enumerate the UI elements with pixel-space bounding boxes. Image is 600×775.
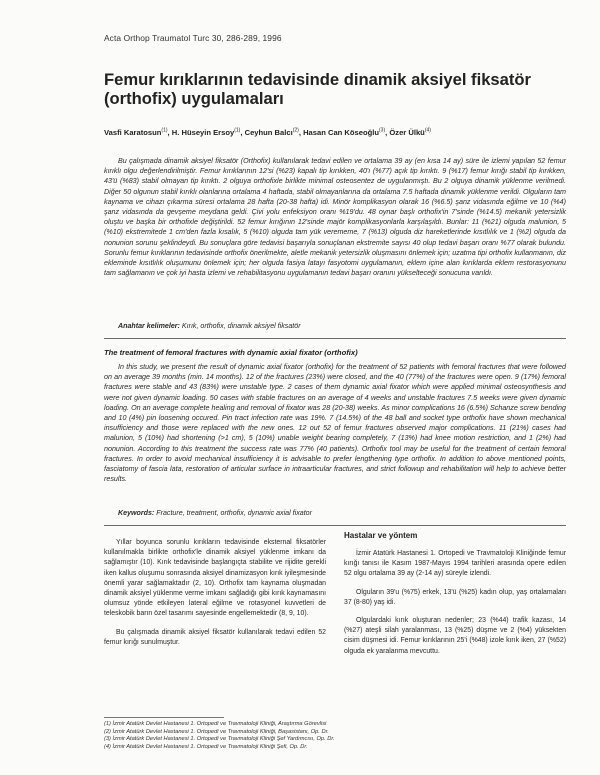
body-right-column [344,549,566,665]
author-list [104,127,564,137]
body-paragraph: Olgulardaki kırık oluşturan nedenler; 23 (%44) trafik kazası, 14 (%27) ateşli silah yaralanması, 13 (%25) düşme ve 2 (%4) yüksekten cisim düşmesi idi. Femur kırıklarının 25'i (%48) izole kırık iken, 27 (%52) olguda ek yaralanma mevcuttu. [344,617,566,655]
footnote-rule [104,717,224,718]
footnote: (3) İzmir Atatürk Devlet Hastanesi 1. Ortopedi ve Travmatoloji Kliniği Şef Yardımcısı, Op. Dr. [104,736,335,743]
body-left-column [104,538,326,656]
author: Özer Ülkü$^{(4)}$ [389,127,431,137]
footnote: (4) İzmir Atatürk Devlet Hastanesi 1. Ortopedi ve Travmatoloji Kliniği Şefi, Op. Dr. [104,743,308,750]
footnotes [104,721,564,751]
body-paragraph: Yıllar boyunca sorunlu kırıkların tedavisinde eksternal fiksatörler kullanılmakla birlikte orthofix'le dinamik aksiyel yüklenme imkanı da sağlamıştır (10). Kırık tedavisinde başlangıçta stabilite ve rijidite gerekli iken kallus oluşumu sonrasında aksiyel dinamizasyon kırık iyileşmesinde önemli yarar sağlamaktadır (2, 10). Orthofix tam kaynama oluşmadan dinamik aksiyel yüklenme verme imkanı sağladığı gibi kırık kaynamasını olumsuz yönde etkileyen lateral eğilme ve rotasyonel kuvvetleri de teleskobik barın özel tasarımı sayesinde engellemektedir (8, 9, 10). [104,539,326,618]
author: Ceyhun Balcı$^{(2)}$, [244,127,304,137]
paper-title: Femur kırıklarının tedavisinde dinamik aksiyel fiksatör (orthofix) uygulamaları [104,70,531,108]
author: H. Hüseyin Ersoy$^{(1)}$, [171,127,245,137]
author: Vasfi Karatosun$^{(1)}$, [104,127,172,137]
journal-header: Acta Orthop Traumatol Turc 30, 286-289, 1996 [104,33,282,43]
body-paragraph: Bu çalışmada dinamik aksiyel fiksatör kullanılarak tedavi edilen 52 femur kırığı sunulmuştur. [104,628,326,646]
keywords-english: Keywords: Fracture, treatment, orthofix, dynamic axial fixator [118,509,312,517]
body-paragraph: Olguların 39'u (%75) erkek, 13'ü (%25) kadın olup, yaş ortalamaları 37 (8-80) yaş idi. [344,588,566,606]
divider [104,338,566,339]
abstract-turkish: Bu çalışmada dinamik aksiyel fiksatör (Orthofix) kullanılarak tedavi edilen ve ortalama 39 ay (en kısa 14 ay) süre ile izlemi yapılan 52 femur kırıklı olgu değerlendirilmiştir. Femur kırıklarının 12'si (%23) kapalı tip kırıkken, 40'ı (%77) açık tip kırıktı. 9 (%17) femur kırığı stabil tip kırıkken, 43'ü (%83) stabil olmayan tip kırıktı. 2 olguya orthofixle birlikte minimal osteosentez de uygulanmıştı. Bu 2 olguya dinamik yüklenme verilmedi. Diğer 50 olgunun stabil kırıklı olanlarına ortalama 4 haftada, stabil olmayanlarına da ortalama 7.5 haftada dinamik yüklenme verildi. Olguların tam kaynama ve cihazı çıkarma süresi ortalama 28 hafta (20-38 hafta) idi. Minör komplikasyon olarak 16 (%6.5) şanz vidasında eğilme ve 10 (%4) şanz vidasında da gevşeme meydana geldi. Çivi yolu enfeksiyon oranı %19'du. 48 oynar başlı orthofix'in 7'sinde (%14.5) mekanik yetersizlik oluştu ve başka bir orthofixle değiştirildi. 52 femur kırığının 12'sinde majör komplikasyonlarla karşılaşıldı. Bunlar: 11 (%21) olguda malunion, 5 (%10) ekstremitede 1 cm'den fazla kısalık, 5 (%10) olguda tam yük verememe, 7 (%13) olguda diz hareketlerinde kısıtlılık ve 1 (%2) olguda da nonunion sorunu şeklindeydi. Bu sonuçlara göre tedavisi başarıyla sonuçlanan ekstremite sayısı 40 olup tedavi başarı oranı %77 olarak bulundu. Sorunlu femur kırıklarının tedavisinde orthofix önerilmekte, aletle mekanik yetersizlik oluşmasını önlemek için; uzatma tipi orthofix kullanmanın, diz ekleminde kısıtlılık oluşumunu önlemek için; her olguda fasiya latayı fasyotomi uygulamanın, eklem içine alan kırıklarda eklem restorasyonunu tam sağlamanın ve çok iyi hasta izlemi ve rehabilitasyonu uygulamanın tedavi başarı oranını yükselteceği sonucuna varıldı. [104,157,566,278]
keywords-turkish: Anahtar kelimeler: Kırık, orthofix, dinamik aksiyel fiksatör [118,322,301,330]
author: Hasan Can Köseoğlu$^{(3)}$, [303,127,390,137]
section-heading: Hastalar ve yöntem [344,531,418,540]
divider [104,525,566,526]
footnote: (2) İzmir Atatürk Devlet Hastanesi 1. Ortopedi ve Travmatoloji Kliniği, Başasistanı, Op. Dr. [104,728,329,735]
english-abstract-title: The treatment of femoral fractures with dynamic axial fixator (orthofix) [104,348,358,357]
abstract-english: In this study, we present the result of dynamic axial fixator (orthofix) for the treatment of 52 patients with femoral fractures that were followed on an average 39 months (min. 14 months). 12 of the fractures (23%) were closed, and the 40 (77%) of the fractures were open. 9 (17%) femoral fractures were stable and 43 (83%) were unstable type. 2 cases of them dynamic axial fixator which were applied minimal osteosynthesis and were not given dynamic loading. 50 cases with stable fractures on an average of 4 weeks and unstable fractures 7.5 weeks were given dynamic loading. On an average complete healing and removal of fixator was 28 (20-38) weeks. As minor complications 16 (6.5%) Schanze screw bending and 10 (4%) pin loosening occured. Pin tract infection rate was 19%. 7 (14.5%) of the 48 ball and socket type orthofix have shown mechanical insufficiency and those were replaced with the new ones. 12 out 52 of femur fractures observed major complications. 11 (21%) cases had malunion, 5 (10%) had shortening (>1 cm), 5 (10%) unable weight bearing completely, 7 (13%) had knee motion restriction, and 1 (2%) had nonunion. According to this treatment the success rate was 77% (40 patients). Orthofix tool may be useful for the treatment of certain femoral fractures. In order to avoid mechanical insufficiency it is advisable to prefer lengthening type orthofix. In addition to above mentioned points, fasciatomy of fascia lata, restoration of articular surface in intraarticular fractures, and strict followup and rehabilitation will help to achieve better results. [104,363,566,484]
body-paragraph: İzmir Atatürk Hastanesi 1. Ortopedi ve Travmatoloji Kliniğinde femur kırığı tanısı ile Kasım 1987-Mayıs 1994 tarihleri arasında opere edilen 52 olgu ortalama 39 ay (2-14 ay) süreyle izlendi. [344,550,566,578]
footnote: (1) İzmir Atatürk Devlet Hastanesi 1. Ortopedi ve Travmatoloji Kliniği, Araştırma Görevlisi [104,721,327,727]
